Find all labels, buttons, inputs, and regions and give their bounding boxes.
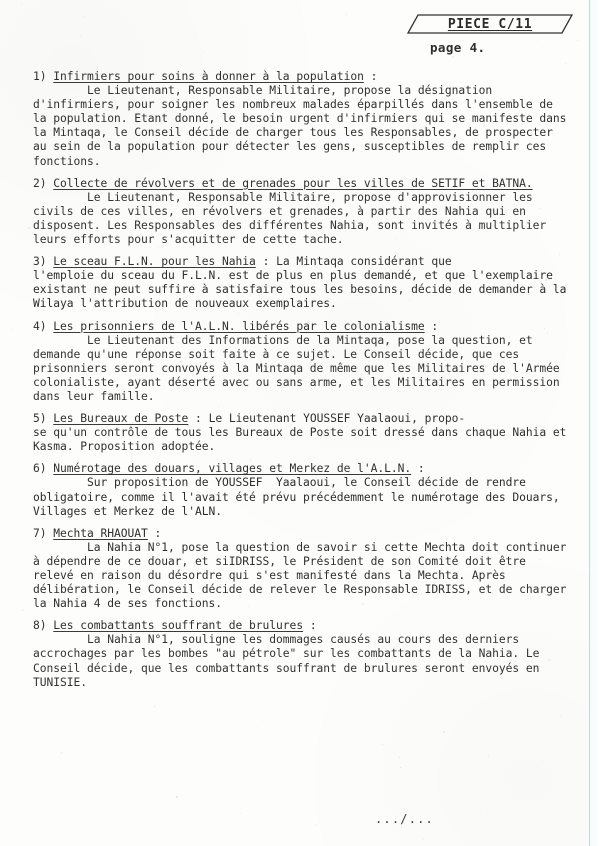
section-heading — [33, 462, 573, 476]
section-title: Infirmiers pour soins à donner à la population — [53, 70, 364, 83]
section-title: Numérotage des douars, villages et Merkez de l'A.L.N. — [53, 462, 412, 476]
page-number-label: page 4. — [430, 40, 486, 55]
section-title-suffix: : — [147, 526, 162, 540]
section-inline-text: Le Lieutenant YOUSSEF Yaalaoui, propo- — [201, 412, 466, 426]
scan-edge-line — [589, 0, 590, 846]
section-title-suffix: : — [255, 255, 270, 269]
section-title: Mechta RHAOUAT — [53, 526, 148, 540]
section-title-suffix: : — [303, 619, 317, 633]
section-number: 7) — [33, 526, 54, 540]
section-title-suffix: : — [411, 462, 425, 476]
document-body — [33, 70, 573, 690]
document-section — [33, 619, 573, 689]
document-section — [33, 255, 573, 311]
section-number: 3) — [33, 255, 54, 269]
section-body: La Nahia N°1, souligne les dommages causés au cours des derniers accrochages par les bombes "au pétrole" sur les combattants de la Nahia. Le Conseil décide, que les combattants souffrant de brulures seront envoyés en TUNISIE. — [33, 633, 547, 689]
section-number: 2) — [33, 176, 54, 190]
section-heading — [33, 527, 573, 541]
document-section — [33, 320, 573, 405]
section-number: 5) — [33, 412, 54, 426]
scan-edge-fade — [590, 0, 600, 846]
piece-reference-label: PIECE C/11 — [447, 16, 533, 32]
section-heading — [33, 70, 573, 84]
section-body: La Nahia N°1, pose la question de savoir si cette Mechta doit continuer à dépendre de ce douar, et siIDRISS, le Président de son Comité doit être relevé en raison du désordre qui s'est manifesté dans la Mechta. Après délibération, le Conseil décide de relever le Responsable IDRISS, et de charger la Nahia 4 de ses fonctions. — [33, 540, 574, 611]
document-section — [33, 527, 573, 612]
section-title: Les combattants souffrant de brulures — [53, 619, 304, 633]
continuation-mark: .../... — [375, 812, 434, 826]
section-title-suffix: : — [363, 70, 378, 83]
section-heading — [33, 619, 573, 633]
document-section — [33, 462, 573, 518]
section-title-suffix: : — [188, 412, 202, 426]
section-title: Les Bureaux de Poste — [53, 412, 189, 426]
section-body: Le Lieutenant, Responsable Militaire, propose la désignation d'infirmiers, pour soigner les nombreux malades éparpillés dans l'ensemble de la population. Etant donné, le besoin urgent d'infirmiers qui se manifeste dans la Mintaqa, le Conseil décide de charger tous les Responsables, de prospecter au sein de la population pour détecter les gens, susceptibles de remplir ces fonctions. — [33, 84, 574, 168]
section-body: Le Lieutenant, Responsable Militaire, propose d'approvisionner les civils de ces villes, en révolvers et grenades, à partir des Nahia qui en disposent. Les Responsables des différentes Nahia, sont invités à multiplier leurs efforts pour s'acquitter de cette tache. — [33, 190, 553, 247]
document-section — [33, 70, 573, 169]
section-inline-text: La Mintaqa considérant que — [269, 255, 452, 269]
section-number: 1) — [33, 70, 54, 83]
section-title-suffix: : — [424, 319, 439, 333]
section-body: Le Lieutenant des Informations de la Mintaqa, pose la question, et demande qu'une réponse soit faite à ce sujet. Le Conseil décide, que ces prisonniers seront convoyés à la Mintaqa de même que les Militaires de l'Armée colonialiste, ayant déserté avec ou sans arme, et les Militaires en permission dans leur famille. — [33, 333, 567, 403]
section-number: 4) — [33, 319, 54, 333]
section-number: 8) — [33, 619, 54, 633]
section-title: Collecte de révolvers et de grenades pour les villes de SETIF et BATNA. — [53, 176, 533, 190]
section-heading — [33, 255, 573, 269]
section-body: l'emploie du sceau du F.L.N. est de plus en plus demandé, et que l'exemplaire existant ne peut suffire à satisfaire tous les besoins, décide de demander à la Wilaya l'attribution de nouveaux exemplaires. — [33, 269, 574, 311]
document-section — [33, 412, 573, 454]
section-title: Le sceau F.L.N. pour les Nahia — [53, 255, 256, 269]
section-body: Sur proposition de YOUSSEF Yaalaoui, le Conseil décide de rendre obligatoire, comme il l'avait été prévu précédemment le numérotage des Douars, Villages et Merkez de l'ALN. — [33, 476, 567, 518]
section-heading — [33, 412, 573, 426]
section-heading — [33, 320, 573, 334]
section-heading — [33, 177, 573, 191]
section-number: 6) — [33, 462, 54, 476]
document-section — [33, 177, 573, 247]
piece-reference-stamp — [406, 13, 574, 35]
section-body: se qu'un contrôle de tous les Bureaux de Poste soit dressé dans chaque Nahia et Kasma. Proposition adoptée. — [33, 426, 574, 454]
section-title: Les prisonniers de l'A.L.N. libérés par le colonialisme — [53, 319, 425, 333]
